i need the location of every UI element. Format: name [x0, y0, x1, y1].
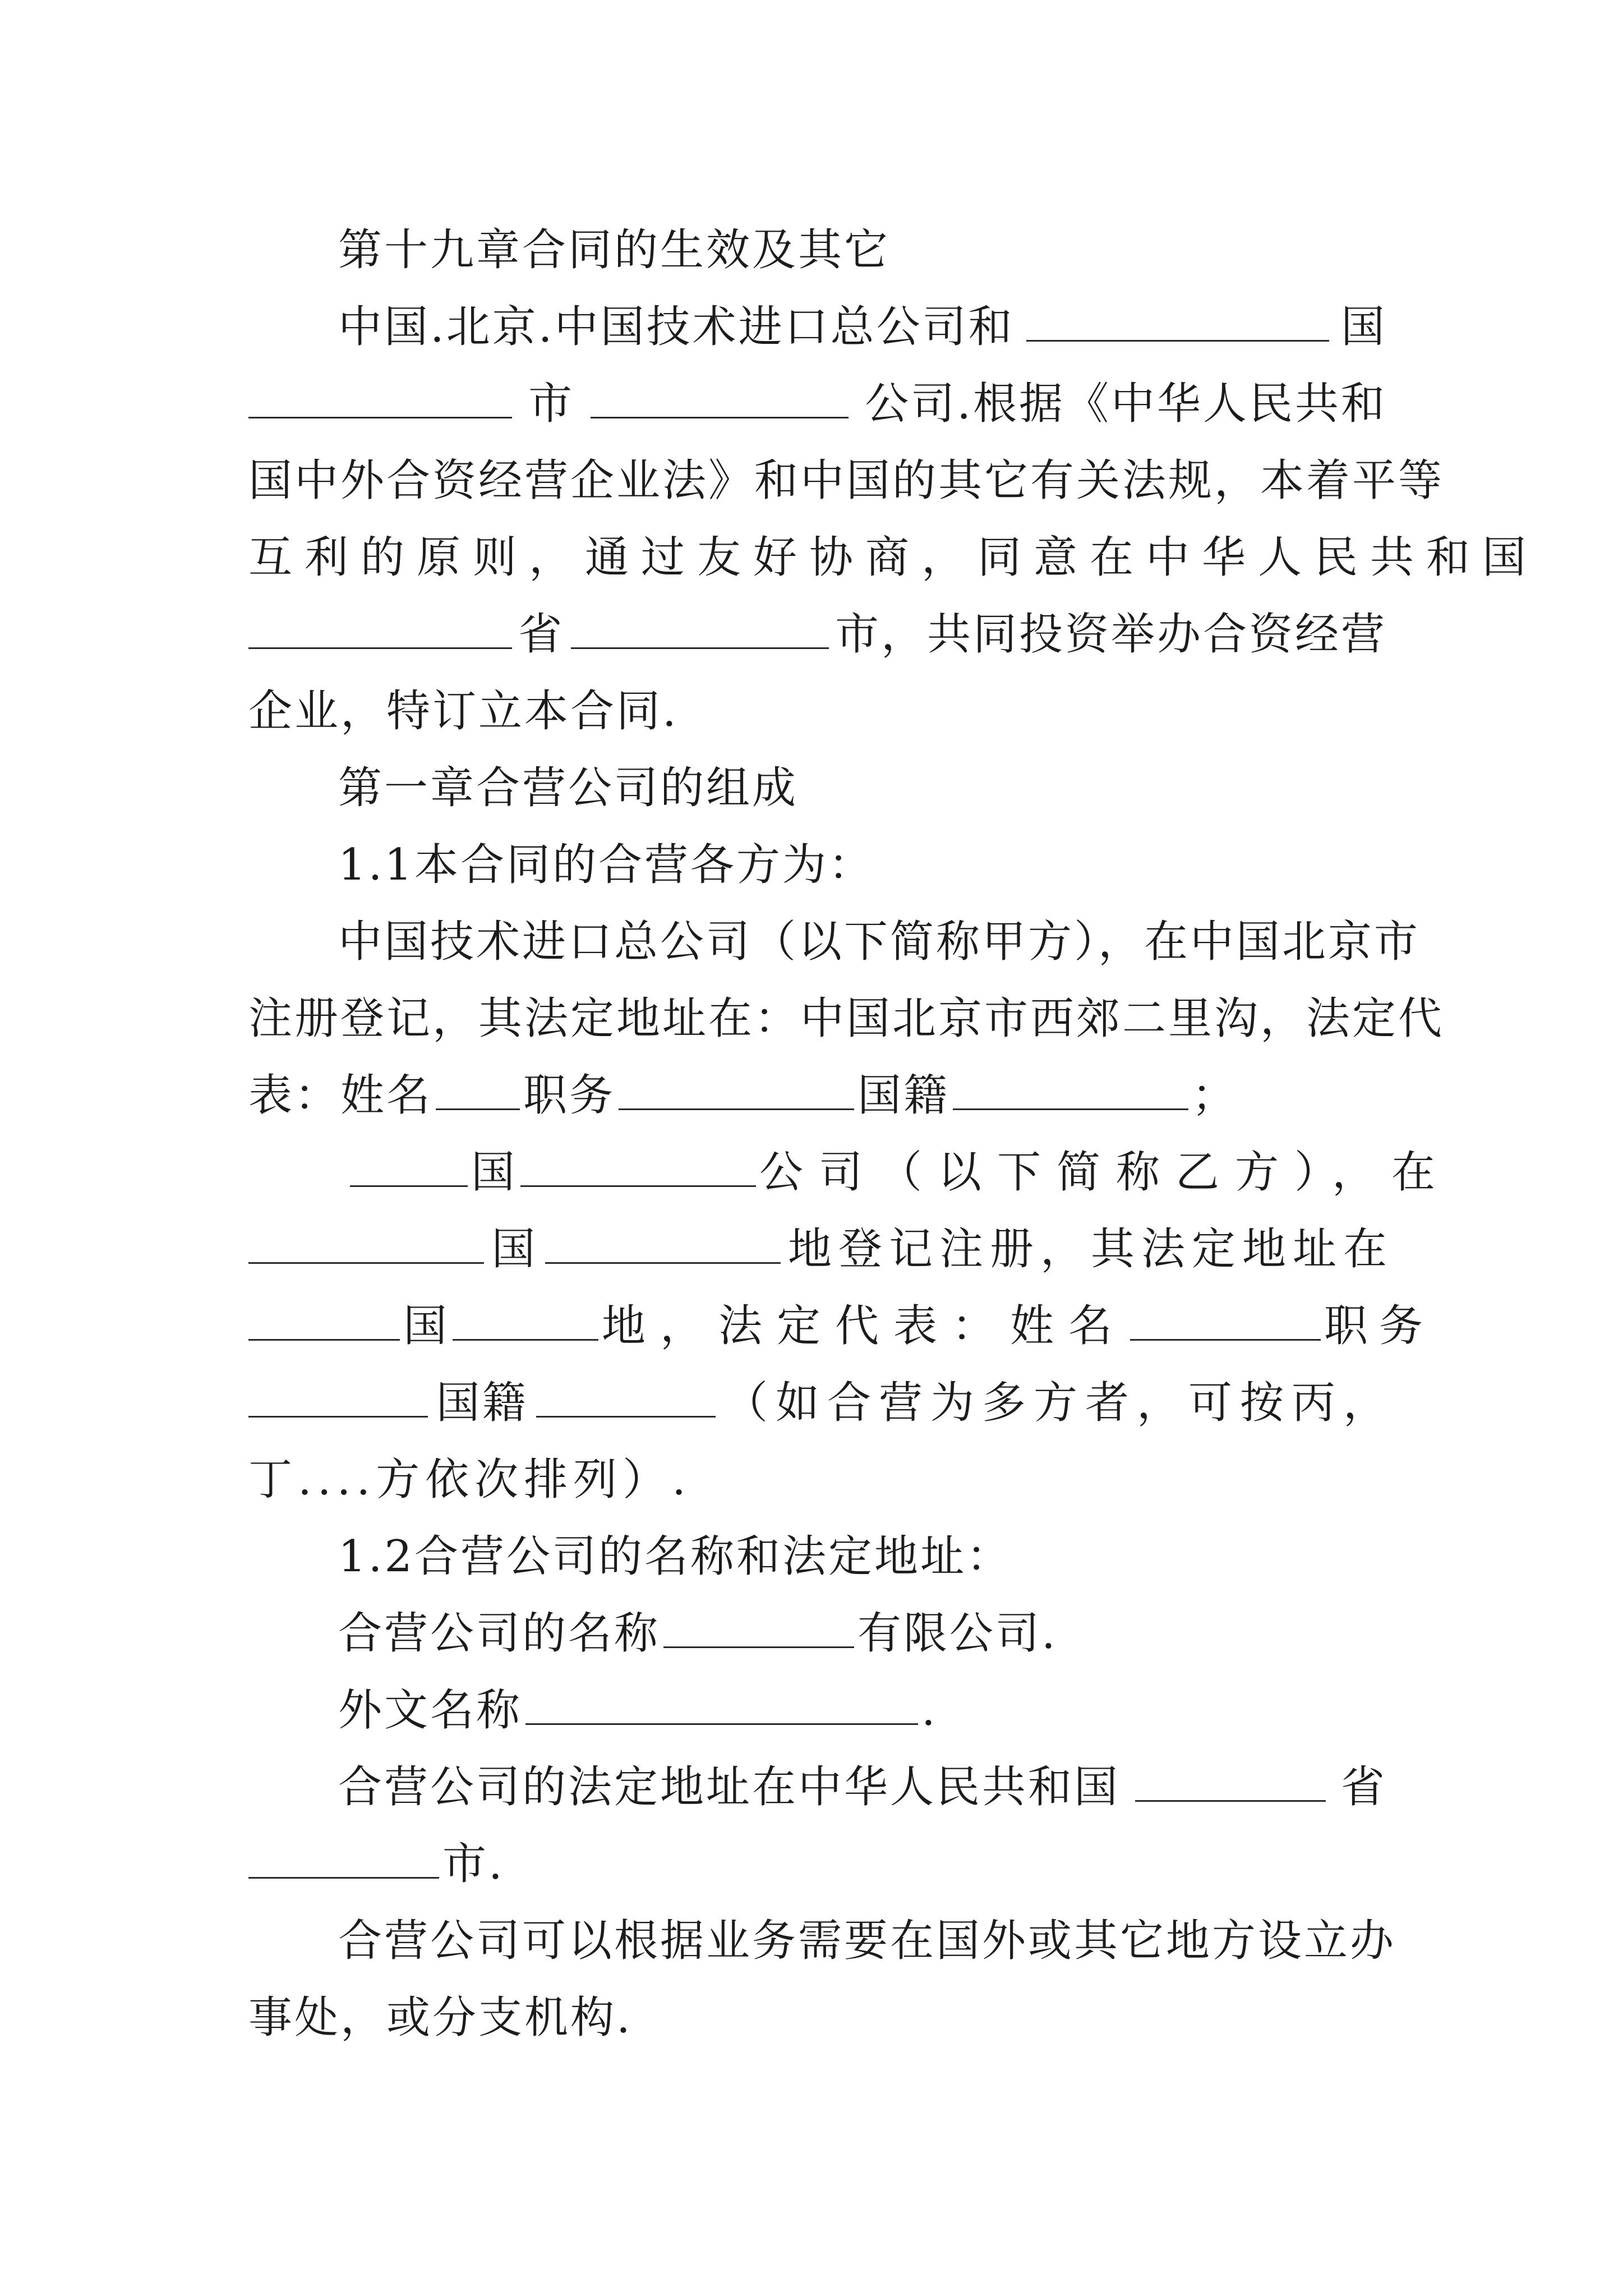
blank-city: [571, 606, 829, 649]
blank-registration-country: [248, 1221, 484, 1264]
legal-address-line-1: 合营公司的法定地址在中华人民共和国 省: [248, 1749, 1387, 1826]
blank-party-b-title: [248, 1374, 428, 1418]
party-b-line-2: 国 地登记注册，其法定地址在: [248, 1211, 1387, 1288]
branch-office-line-1: 合营公司可以根据业务需要在国外或其它地方设立办: [338, 1916, 1396, 1966]
blank-registration-place: [545, 1221, 781, 1264]
blank-party-b-name: [1130, 1297, 1321, 1341]
party-a-line-3: 表：姓名 职务 国籍 ；: [248, 1057, 1387, 1134]
blank-address-country: [248, 1297, 400, 1341]
blank-province: [248, 606, 512, 649]
blank-foreign-country: [1026, 298, 1329, 342]
preamble-line-4: 互利的原则，通过友好协商，同意在中华人民共和国: [248, 532, 1539, 583]
preamble-line-1: 中国.北京.中国技术进口总公司和 国: [248, 289, 1387, 366]
blank-party-a-title: [619, 1067, 854, 1110]
section-1-2-heading: 1.2合营公司的名称和法定地址：: [338, 1531, 1013, 1582]
blank-address-place: [453, 1297, 598, 1341]
blank-party-a-nationality: [953, 1067, 1188, 1110]
preamble-line-6: 企业，特订立本合同.: [248, 686, 679, 737]
preamble-line-2: 市 公司.根据《中华人民共和: [248, 366, 1387, 443]
party-b-line-4: 国籍 （如合营为多方者，可按丙，: [248, 1365, 1387, 1442]
blank-foreign-company: [591, 375, 849, 418]
blank-party-a-name: [436, 1067, 520, 1110]
section-1-1-heading: 1.1本合同的合营各方为：: [338, 840, 875, 890]
party-b-line-1: 国 公司（以下简称乙方），在: [248, 1134, 1387, 1211]
blank-address-city: [248, 1835, 439, 1879]
branch-office-line-2: 事处，或分支机构.: [248, 1993, 633, 2043]
blank-foreign-name: [525, 1682, 918, 1725]
party-b-line-3: 国 地，法定代表：姓名 职务: [248, 1288, 1387, 1365]
blank-company-name: [663, 1605, 854, 1648]
blank-foreign-city: [248, 375, 512, 418]
blank-address-province: [1135, 1759, 1326, 1802]
blank-party-b-country: [350, 1144, 468, 1187]
party-a-line-2: 注册登记，其法定地址在：中国北京市西郊二里沟，法定代: [248, 993, 1445, 1044]
legal-address-line-2: 市.: [248, 1826, 1387, 1903]
party-a-line-1: 中国技术进口总公司（以下简称甲方），在中国北京市: [338, 917, 1421, 967]
blank-party-b-nationality: [536, 1374, 716, 1418]
contract-body: [248, 212, 1539, 2056]
foreign-name-line: 外文名称 .: [248, 1672, 1387, 1749]
chapter-1-heading: 第一章合营公司的组成: [338, 763, 799, 813]
preamble-line-3: 国中外合资经营企业法》和中国的其它有关法规，本着平等: [248, 455, 1445, 506]
preamble-line-5: 省 市，共同投资举办合资经营: [248, 596, 1387, 673]
blank-party-b-company: [520, 1144, 756, 1187]
chapter-19-heading: 第十九章合同的生效及其它: [338, 225, 891, 275]
party-b-line-5: 丁....方依次排列）.: [248, 1455, 691, 1505]
company-name-line: 合营公司的名称 有限公司.: [248, 1595, 1387, 1672]
